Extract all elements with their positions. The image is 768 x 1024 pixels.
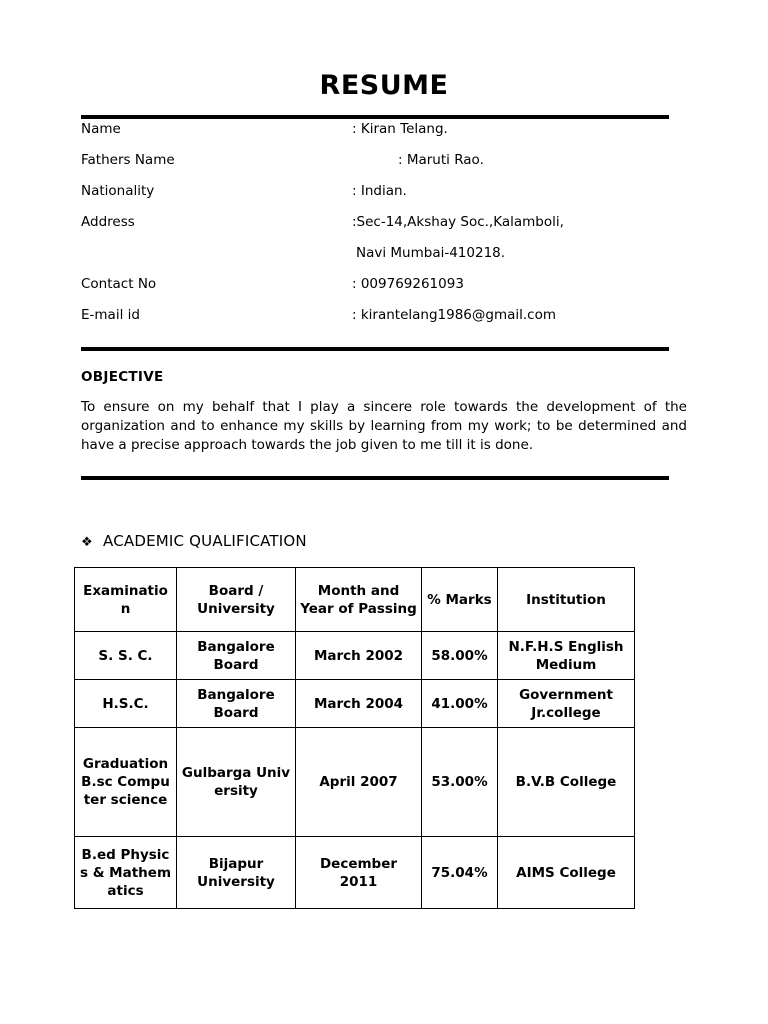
table-row xyxy=(75,680,635,728)
header-marks: % Marks xyxy=(422,568,498,632)
academic-heading-row xyxy=(81,532,307,550)
email-value: : kirantelang1986@gmail.com xyxy=(352,307,557,323)
table-row xyxy=(75,728,635,837)
diamond-bullet-icon: ❖ xyxy=(81,535,93,550)
table-header-row xyxy=(75,568,635,632)
cell-board: Gulbarga University xyxy=(177,728,296,837)
cell-board: Bangalore Board xyxy=(177,680,296,728)
email-label: E-mail id xyxy=(81,307,140,323)
top-divider xyxy=(81,115,669,119)
cell-passing: December 2011 xyxy=(296,837,422,909)
cell-marks: 75.04% xyxy=(422,837,498,909)
cell-exam: H.S.C. xyxy=(75,680,177,728)
cell-institution: N.F.H.S English Medium xyxy=(498,632,635,680)
cell-board: Bijapur University xyxy=(177,837,296,909)
header-passing: Month and Year of Passing xyxy=(296,568,422,632)
cell-marks: 58.00% xyxy=(422,632,498,680)
cell-institution: Government Jr.college xyxy=(498,680,635,728)
cell-marks: 53.00% xyxy=(422,728,498,837)
cell-board: Bangalore Board xyxy=(177,632,296,680)
name-label: Name xyxy=(81,121,121,137)
cell-institution: B.V.B College xyxy=(498,728,635,837)
table-row xyxy=(75,837,635,909)
qualification-table xyxy=(74,567,635,909)
lower-divider xyxy=(81,476,669,480)
objective-text: To ensure on my behalf that I play a sincere role towards the development of the organization and to enhance my skills by learning from my work; to be determined and have a precise approach towards the job given to me till it is done. xyxy=(81,399,687,453)
contact-value: : 009769261093 xyxy=(352,276,464,292)
fathers-name-value: : Maruti Rao. xyxy=(398,152,484,168)
header-institution: Institution xyxy=(498,568,635,632)
name-value: : Kiran Telang. xyxy=(352,121,448,137)
cell-passing: March 2002 xyxy=(296,632,422,680)
academic-heading: ACADEMIC QUALIFICATION xyxy=(103,532,307,550)
fathers-name-label: Fathers Name xyxy=(81,152,175,168)
resume-title: RESUME xyxy=(319,70,449,101)
cell-institution: AIMS College xyxy=(498,837,635,909)
address-line-1: :Sec-14,Akshay Soc.,Kalamboli, xyxy=(352,214,564,230)
header-board: Board / University xyxy=(177,568,296,632)
cell-passing: April 2007 xyxy=(296,728,422,837)
cell-exam: S. S. C. xyxy=(75,632,177,680)
cell-marks: 41.00% xyxy=(422,680,498,728)
cell-exam: B.ed Physics & Mathematics xyxy=(75,837,177,909)
nationality-value: : Indian. xyxy=(352,183,407,199)
table-row xyxy=(75,632,635,680)
contact-label: Contact No xyxy=(81,276,157,292)
objective-heading: OBJECTIVE xyxy=(81,369,164,385)
cell-passing: March 2004 xyxy=(296,680,422,728)
nationality-label: Nationality xyxy=(81,183,155,199)
address-line-2: Navi Mumbai-410218. xyxy=(356,245,506,261)
header-examination: Examination xyxy=(75,568,177,632)
cell-exam: Graduation B.sc Computer science xyxy=(75,728,177,837)
middle-divider xyxy=(81,347,669,351)
address-label: Address xyxy=(81,214,135,230)
